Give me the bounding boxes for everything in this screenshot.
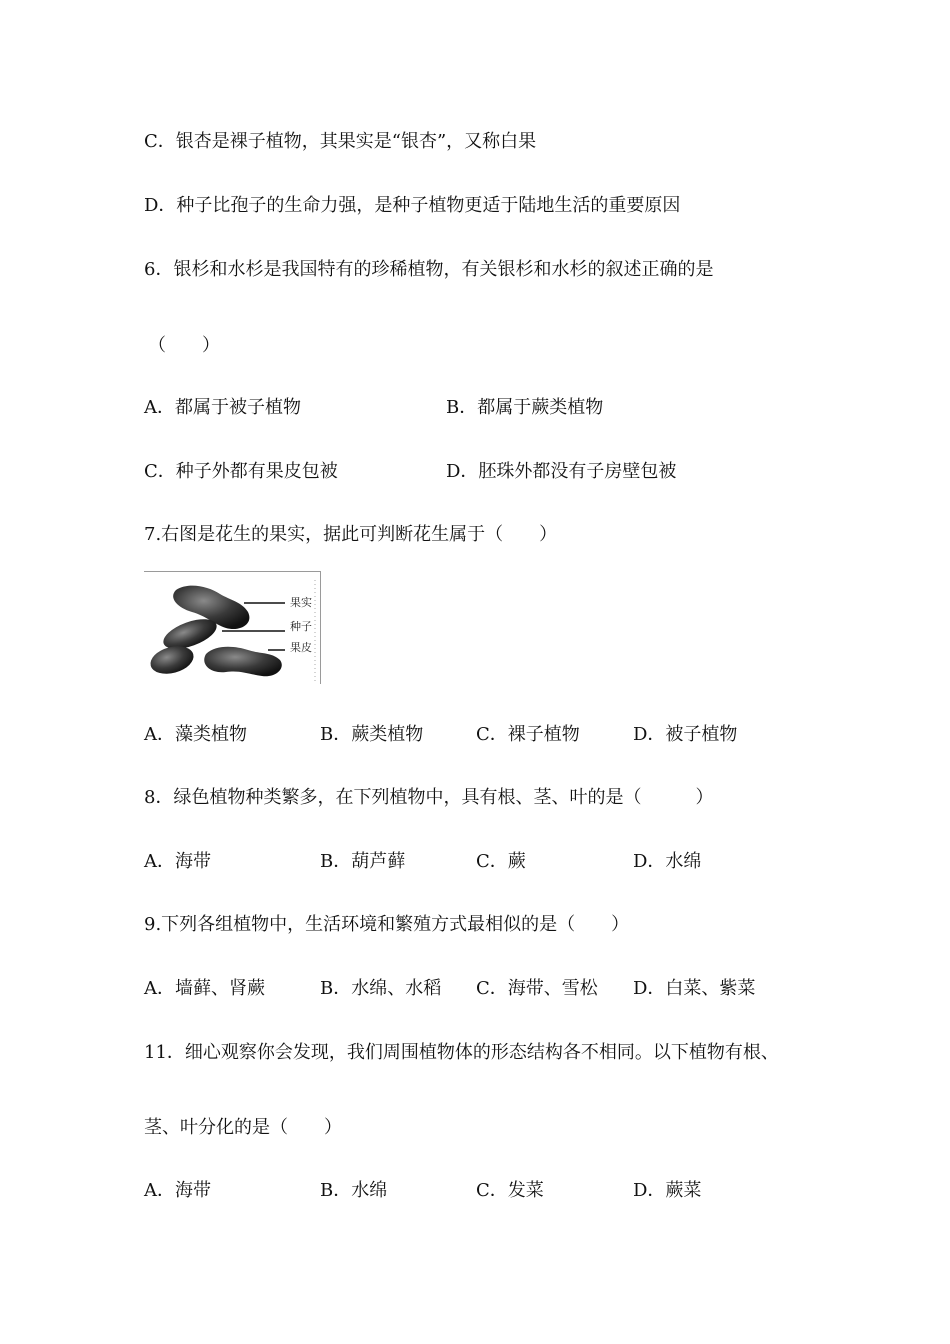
question-8: 8．绿色植物种类繁多，在下列植物中，具有根、茎、叶的是（ ） bbox=[144, 787, 714, 808]
peanut-seed-2 bbox=[147, 642, 196, 679]
q7-option-c: C．裸子植物 bbox=[476, 724, 580, 745]
peanut-figure bbox=[144, 571, 321, 684]
figure-label-pericarp: 果皮 bbox=[290, 641, 312, 654]
question-7: 7.右图是花生的果实，据此可判断花生属于（ ） bbox=[144, 524, 558, 545]
question-9: 9.下列各组植物中，生活环境和繁殖方式最相似的是（ ） bbox=[144, 914, 630, 935]
q11-option-d: D．蕨菜 bbox=[633, 1180, 702, 1201]
q9-option-d: D．白菜、紫菜 bbox=[633, 978, 756, 999]
line-q5-c: C．银杏是裸子植物，其果实是“银杏”，又称白果 bbox=[144, 131, 537, 152]
q8-option-a: A．海带 bbox=[144, 851, 211, 872]
q8-option-b: B．葫芦藓 bbox=[320, 851, 406, 872]
q7-option-a: A．藻类植物 bbox=[144, 724, 247, 745]
q6-option-d: D．胚珠外都没有子房壁包被 bbox=[446, 461, 677, 482]
figure-label-fruit: 果实 bbox=[290, 596, 312, 609]
q6-option-b: B．都属于蕨类植物 bbox=[446, 397, 604, 418]
question-11-line-2: 茎、叶分化的是（ ） bbox=[144, 1117, 342, 1138]
q9-option-c: C．海带、雪松 bbox=[476, 978, 598, 999]
question-6: 6．银杉和水杉是我国特有的珍稀植物，有关银杉和水杉的叙述正确的是 bbox=[144, 259, 714, 280]
q8-option-d: D．水绵 bbox=[633, 851, 702, 872]
q6-option-c: C．种子外都有果皮包被 bbox=[144, 461, 338, 482]
q11-option-c: C．发菜 bbox=[476, 1180, 544, 1201]
q7-option-b: B．蕨类植物 bbox=[320, 724, 424, 745]
figure-label-seed: 种子 bbox=[290, 620, 312, 633]
question-6-paren: （ ） bbox=[148, 335, 220, 356]
q11-option-b: B．水绵 bbox=[320, 1180, 388, 1201]
q9-option-a: A．墙藓、肾蕨 bbox=[144, 978, 265, 999]
q9-option-b: B．水绵、水稻 bbox=[320, 978, 442, 999]
question-11-line-1: 11．细心观察你会发现，我们周围植物体的形态结构各不相同。以下植物有根、 bbox=[144, 1042, 779, 1063]
line-q5-d: D．种子比孢子的生命力强，是种子植物更适于陆地生活的重要原因 bbox=[144, 195, 681, 216]
peanut-shell bbox=[204, 647, 282, 677]
q6-option-a: A．都属于被子植物 bbox=[144, 397, 301, 418]
q7-option-d: D．被子植物 bbox=[633, 724, 738, 745]
q8-option-c: C．蕨 bbox=[476, 851, 526, 872]
q11-option-a: A．海带 bbox=[144, 1180, 211, 1201]
